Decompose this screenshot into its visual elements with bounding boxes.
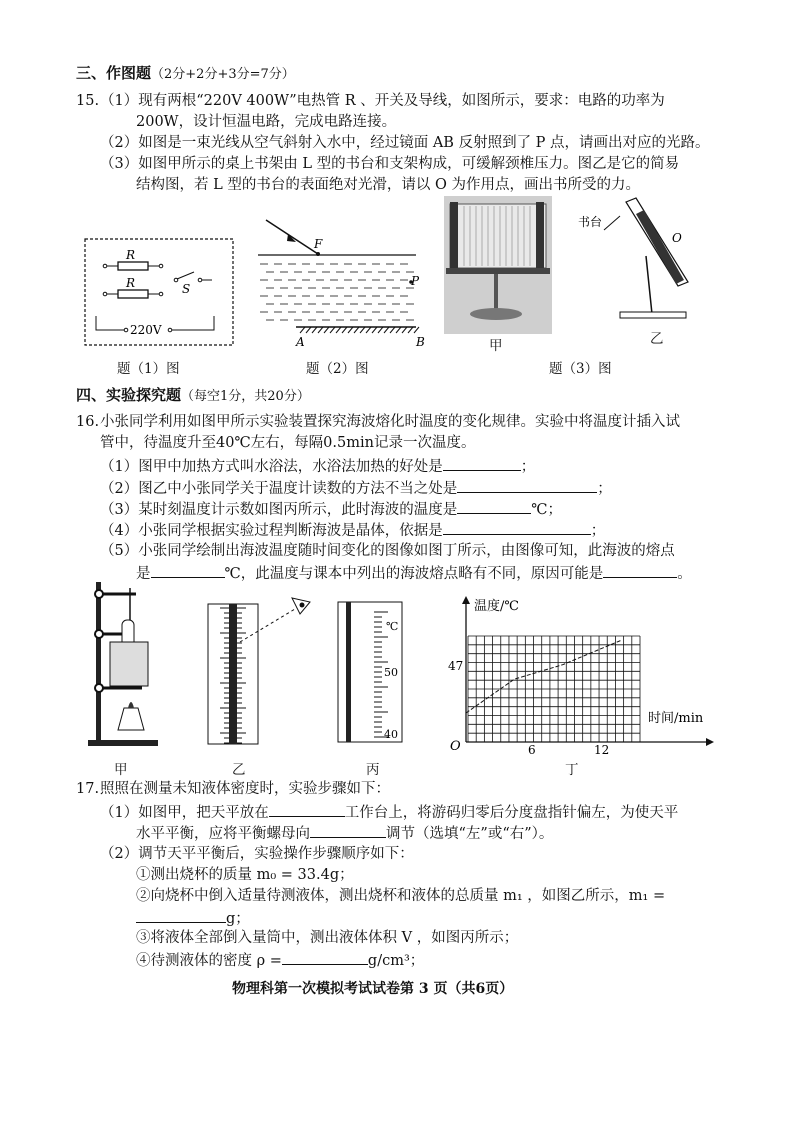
section4-title: 四、实验探究题（每空1分，共20分） xyxy=(76,386,310,404)
unit-label: ℃ xyxy=(386,620,399,633)
y-tick-47: 47 xyxy=(448,659,464,673)
answer-blank[interactable] xyxy=(603,563,677,578)
q17-step2-answer: g； xyxy=(136,908,250,928)
fig1-caption: 题（1）图 xyxy=(117,361,180,377)
x-axis-label: 时间/min xyxy=(648,711,704,726)
q15-part2: （2）如图是一束光线从空气斜射入水中，经过镜面 AB 反射照到了 P 点，请画出对应的光路。 xyxy=(100,135,710,151)
heating-apparatus-figure xyxy=(84,580,164,750)
q17-part1-line2: 水平平衡，应将平衡螺母向 调节（选填“左”或“右”）。 xyxy=(136,823,553,843)
fig-bing-label: 丙 xyxy=(366,762,380,778)
circuit-figure xyxy=(84,238,234,346)
q17-step4: ④待测液体的密度 ρ = g/cm³； xyxy=(136,950,424,970)
fig2-caption: 题（2）图 xyxy=(306,361,369,377)
fig-yi-label: 乙 xyxy=(232,762,246,778)
resistor-1 xyxy=(118,262,148,270)
origin-label: O xyxy=(450,739,461,754)
q17-part1-line1: （1）如图甲，把天平放在 工作台上，将游码归零后分度盘指针偏左，为使天平 xyxy=(100,802,678,822)
chart-grid xyxy=(468,636,640,742)
q16-intro-line2: 管中，待温度升至40℃左右，每隔0.5min记录一次温度。 xyxy=(100,435,476,451)
section3-title: 三、作图题（2分+2分+3分=7分） xyxy=(76,64,295,82)
q17-step2: ②向烧杯中倒入适量待测液体，测出烧杯和液体的总质量 m₁ ，如图乙所示，m₁ = xyxy=(136,888,666,904)
answer-blank[interactable] xyxy=(457,478,597,493)
q16-part5-line2: 是 ℃，此温度与课本中列出的海波熔点略有不同，原因可能是 。 xyxy=(136,563,692,583)
point-b: B xyxy=(416,335,425,349)
fig-ding-label: 丁 xyxy=(565,762,579,778)
resistor-2 xyxy=(118,290,148,298)
temperature-series-line xyxy=(466,641,621,714)
answer-blank[interactable] xyxy=(151,563,225,578)
thermometer-reading-figure xyxy=(200,590,320,750)
q17-part2: （2）调节天平平衡后，实验操作步骤顺序如下： xyxy=(100,846,414,862)
q15-part1-line2: 200W，设计恒温电路，完成电路连接。 xyxy=(136,114,397,130)
fig3-jia-label: 甲 xyxy=(489,338,503,354)
q15-number: 15. xyxy=(76,93,100,109)
q16-part2: （2）图乙中小张同学关于温度计读数的方法不当之处是 ； xyxy=(100,478,612,498)
answer-blank[interactable] xyxy=(443,520,591,535)
resistor-2-label: R xyxy=(126,276,136,290)
temperature-time-chart xyxy=(444,596,714,756)
shutai-label: 书台 xyxy=(578,215,603,229)
answer-blank[interactable] xyxy=(457,499,531,514)
q17-step3: ③将液体全部倒入量筒中，测出液体体积 V ，如图丙所示； xyxy=(136,930,519,946)
point-o: O xyxy=(672,231,682,245)
answer-blank[interactable] xyxy=(136,908,226,923)
tick-40: 40 xyxy=(384,728,398,741)
point-a: A xyxy=(296,335,305,349)
q17-intro: 照照在测量未知液体密度时，实验步骤如下： xyxy=(100,781,390,797)
q15-part3-line2: 结构图，若 L 型的书台的表面绝对光滑，请以 O 为作用点，画出书所受的力。 xyxy=(136,177,640,193)
point-f: F xyxy=(314,237,323,251)
switch xyxy=(177,272,194,279)
light-water-figure xyxy=(256,212,432,352)
x-tick-6: 6 xyxy=(528,743,536,756)
q16-part4: （4）小张同学根据实验过程判断海波是晶体，依据是 ； xyxy=(100,520,605,540)
q17-number: 17. xyxy=(76,781,100,797)
switch-label: S xyxy=(182,282,191,296)
point-p: P xyxy=(411,274,420,288)
fig-jia-label: 甲 xyxy=(114,762,128,778)
answer-blank[interactable] xyxy=(269,802,345,817)
q15-part3-line1: （3）如图甲所示的桌上书架由 L 型的书台和支架构成，可缓解颈椎压力。图乙是它的简易 xyxy=(100,156,680,172)
answer-blank[interactable] xyxy=(282,950,368,965)
voltage-label: 220V xyxy=(130,323,162,337)
fig3-caption: 题（3）图 xyxy=(549,361,612,377)
resistor-1-label: R xyxy=(126,248,136,262)
answer-blank[interactable] xyxy=(443,456,521,471)
page-footer: 物理科第一次模拟考试试卷第 3 页（共6页） xyxy=(232,981,514,997)
q17-step1: ①测出烧杯的质量 m₀ = 33.4g； xyxy=(136,867,354,883)
bookstand-diagram xyxy=(574,196,696,336)
q16-part3: （3）某时刻温度计示数如图丙所示，此时海波的温度是 ℃； xyxy=(100,499,562,519)
q16-intro-line1: 小张同学利用如图甲所示实验装置探究海波熔化时温度的变化规律。实验中将温度计插入试 xyxy=(100,414,680,430)
x-tick-12: 12 xyxy=(594,743,610,756)
q16-part5-line1: （5）小张同学绘制出海波温度随时间变化的图像如图丁所示，由图像可知，此海波的熔点 xyxy=(100,543,675,559)
answer-blank[interactable] xyxy=(310,823,386,838)
tick-50: 50 xyxy=(384,666,398,679)
q16-number: 16. xyxy=(76,414,100,430)
bookstand-photo xyxy=(444,196,552,334)
fig3-yi-label: 乙 xyxy=(650,331,664,347)
q15-part1-line1: （1）现有两根“220V 400W”电热管 R 、开关及导线，如图所示，要求：电路的功率为 xyxy=(100,93,665,109)
y-axis-label: 温度/℃ xyxy=(474,599,519,614)
q16-part1: （1）图甲中加热方式叫水浴法，水浴法加热的好处是 ； xyxy=(100,456,535,476)
thermometer-scale-figure xyxy=(334,600,410,748)
